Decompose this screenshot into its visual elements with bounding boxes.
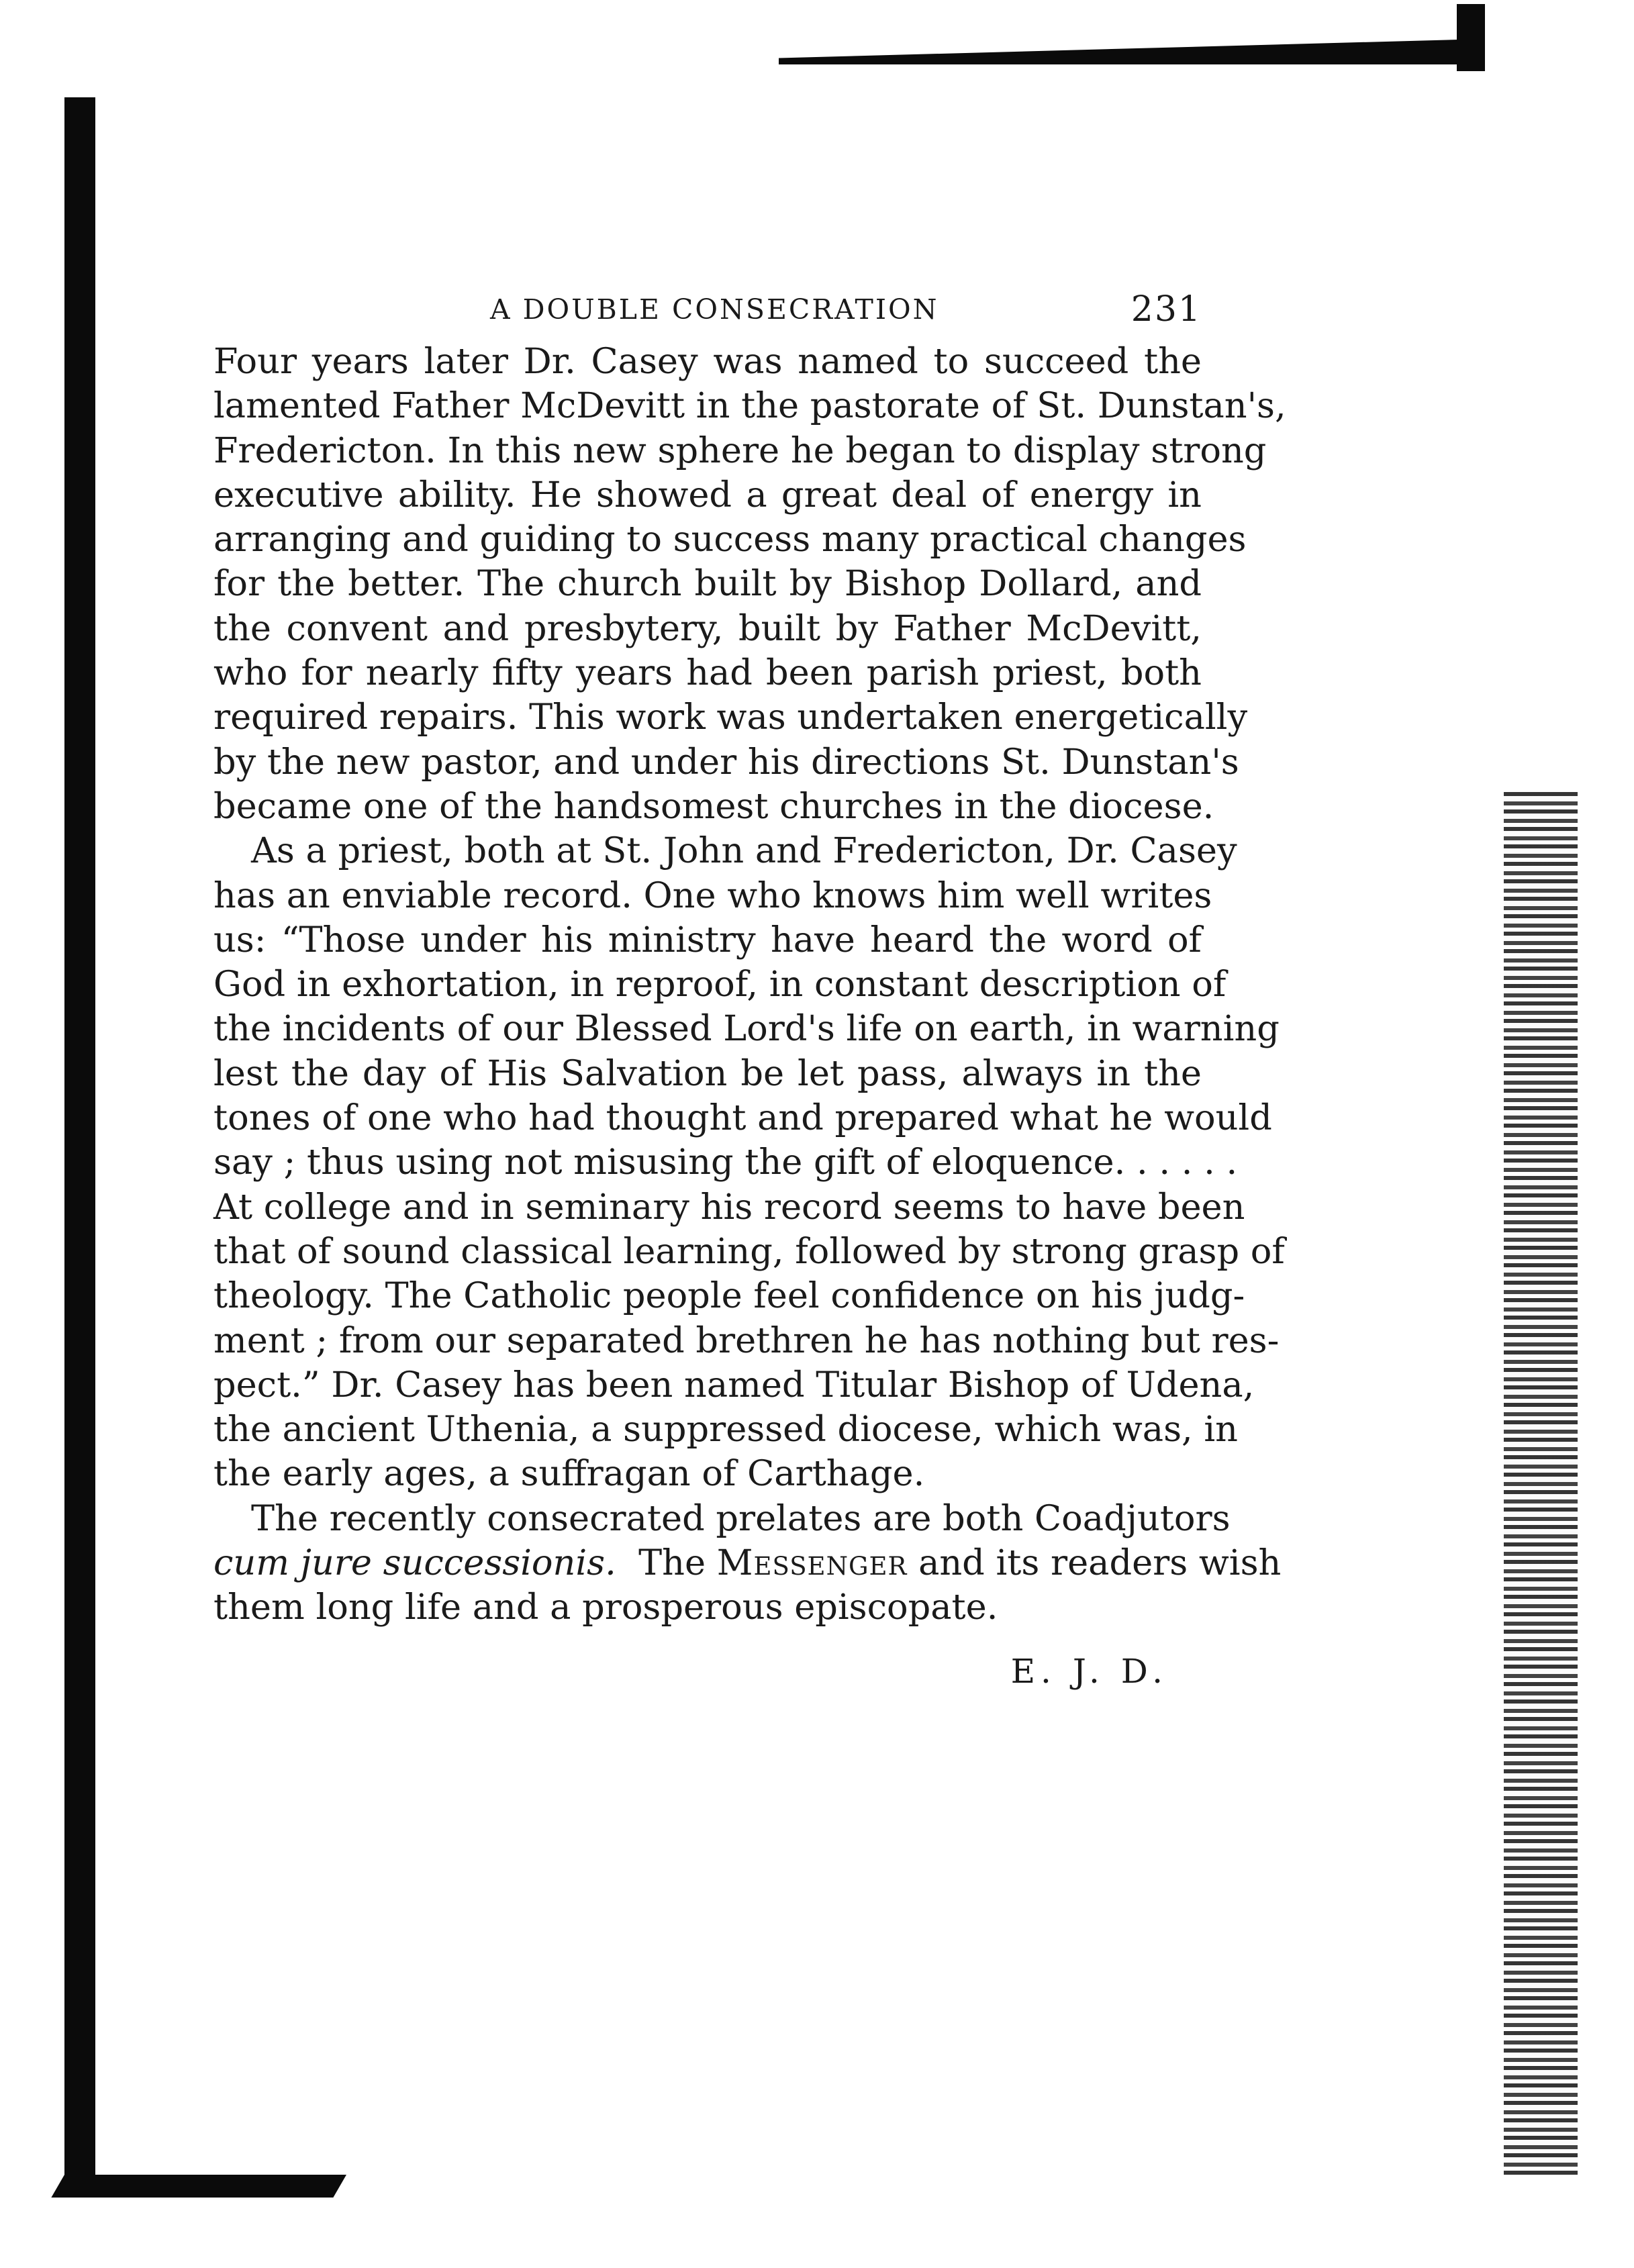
text-line: the ancient Uthenia, a suppressed diocese, which was, in [213, 1409, 1238, 1450]
text-fragment: and its readers wish [907, 1542, 1282, 1584]
text-fragment: The [616, 1542, 717, 1584]
text-line: required repairs. This work was undertaken energetically [213, 697, 1248, 738]
scan-edge-top-corner [1457, 4, 1485, 71]
text-line: theology. The Catholic people feel confidence on his judg- [213, 1275, 1245, 1317]
text-line: who for nearly fifty years had been parish priest, both [213, 652, 1202, 694]
text-line: arranging and guiding to success many practical changes [213, 519, 1247, 560]
text-line: say ; thus using not misusing the gift of eloquence. . . . . . [213, 1142, 1238, 1183]
text-line: As a priest, both at St. John and Fredericton, Dr. Casey [251, 830, 1237, 872]
text-line: tones of one who had thought and prepared what he would [213, 1097, 1272, 1139]
scan-edge-foot [51, 2175, 346, 2198]
paragraphs [213, 340, 1286, 1497]
running-head-title: A DOUBLE CONSECRATION [490, 293, 939, 326]
text-line: lest the day of His Salvation be let pass, always in the [213, 1052, 1202, 1094]
book-page [213, 289, 1286, 1769]
text-line: has an enviable record. One who knows him well writes [213, 875, 1212, 916]
text-line: God in exhortation, in reproof, in constant description of [213, 964, 1227, 1005]
latin-phrase: cum jure successionis. [213, 1542, 616, 1584]
page-number: 231 [1131, 289, 1202, 330]
text-line: The recently consecrated prelates are both Coadjutors [251, 1497, 1231, 1539]
paragraph [213, 829, 1285, 1496]
text-line: Four years later Dr. Casey was named to succeed the [213, 341, 1202, 382]
running-head [213, 289, 1202, 340]
messenger-name: Messenger [716, 1542, 908, 1584]
text-line [213, 1541, 1282, 1585]
text-line: for the better. The church built by Bishop Dollard, and [213, 563, 1202, 605]
text-line: that of sound classical learning, followed by strong grasp of [213, 1230, 1285, 1272]
text-line: pect.” Dr. Casey has been named Titular Bishop of Udena, [213, 1364, 1255, 1406]
signature: E. J. D. [1010, 1651, 1168, 1691]
scan-edge-left [64, 97, 95, 2178]
text-line: ment ; from our separated brethren he has nothing but res- [213, 1320, 1280, 1361]
body-text [213, 340, 1286, 1693]
closing-paragraph [213, 1497, 1282, 1630]
text-line: the convent and presbytery, built by Father McDevitt, [213, 607, 1202, 649]
text-line: became one of the handsomest churches in the diocese. [213, 785, 1214, 827]
text-line: the early ages, a suffragan of Carthage. [213, 1453, 925, 1495]
scan-edge-top [779, 39, 1484, 64]
text-line: by the new pastor, and under his directions St. Dunstan's [213, 741, 1239, 783]
text-line: them long life and a prosperous episcopate. [213, 1587, 998, 1628]
scan-edge-right [1504, 792, 1578, 2175]
text-line: us: “Those under his ministry have heard the word of [213, 919, 1202, 960]
text-line: Fredericton. In this new sphere he began to display strong [213, 430, 1267, 471]
text-line: At college and in seminary his record seems to have been [213, 1186, 1245, 1228]
text-line: lamented Father McDevitt in the pastorate of St. Dunstan's, [213, 385, 1286, 427]
text-line: executive ability. He showed a great deal of energy in [213, 474, 1202, 515]
text-line: the incidents of our Blessed Lord's life on earth, in warning [213, 1008, 1280, 1050]
paragraph [213, 340, 1286, 829]
